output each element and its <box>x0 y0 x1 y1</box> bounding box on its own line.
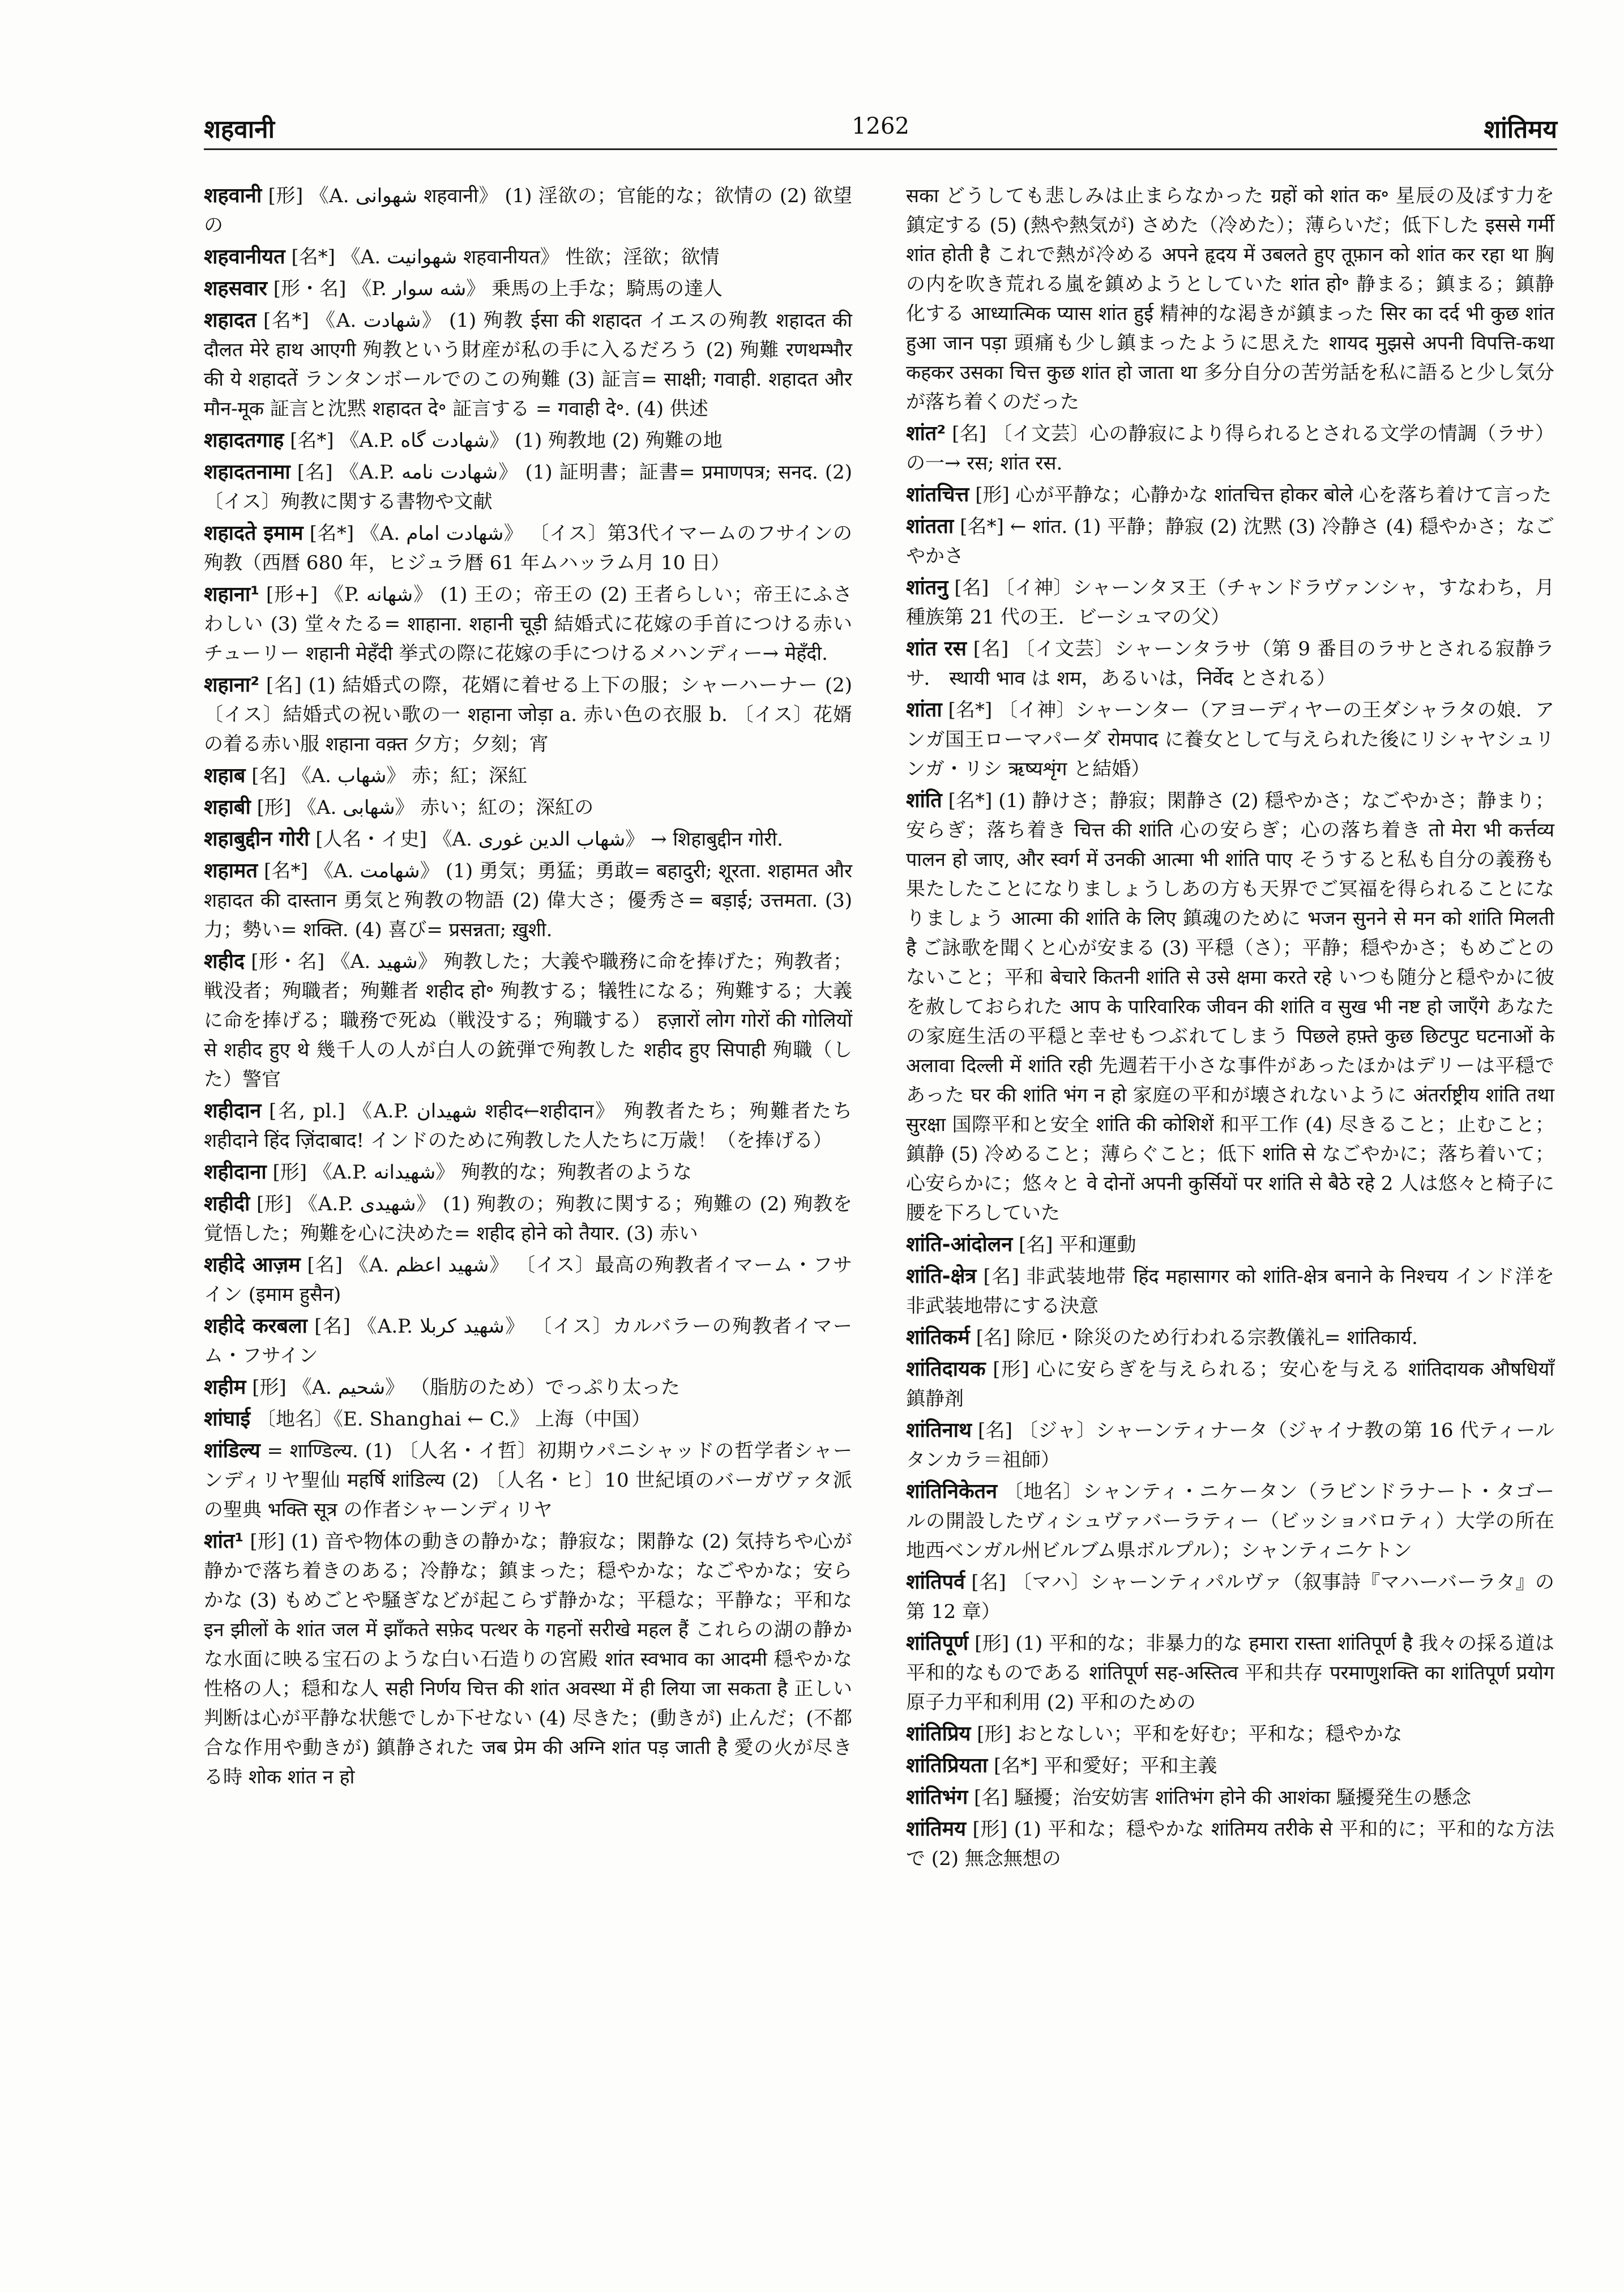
entry-definition: [名*] 《A.P. شهادت گاه》 (1) 殉教地 (2) 殉難の地 <box>284 429 723 452</box>
entry-definition: [名*] 《A. شهامت》 (1) 勇気；勇猛；勇敢= बहादुरी; शूरता. शहामत और शहादत की दास्तान 勇気と殉教の物語 (2) 偉大さ；優秀さ= बड़ाई; उत्तमता. (3) 力；勢い= शक्ति. (4) 喜び= प्रसन्नता; ख़ुशी. <box>204 860 852 941</box>
entry-headword: शहामत <box>204 859 258 882</box>
entry-headword: शांतिकर्म <box>906 1326 970 1349</box>
entry-definition: [形] 《A.P. شهیدانه》 殉教的な；殉教者のような <box>266 1161 692 1184</box>
entry-definition: [名] 〔イ神〕シャーンタヌ王（チャンドラヴァンシャ，すなわち，月種族第 21 代の王．ビーシュマの父） <box>906 577 1554 629</box>
entry-definition: [名] 平和運動 <box>1012 1234 1136 1256</box>
entry-headword: शहीद <box>204 950 245 973</box>
entry-headword: शहीदे आज़म <box>204 1253 301 1277</box>
dictionary-entry <box>204 580 852 668</box>
entry-definition: [名*] ← शांत. (1) 平静；静寂 (2) 沈黙 (3) 冷静さ (4) 穏やかさ；なごやかさ <box>906 515 1554 567</box>
page-header <box>204 111 1557 151</box>
entry-definition: [名*] (1) 静けさ；静寂；閑静さ (2) 穏やかさ；なごやかさ；静まり；安らぎ；落ち着き चित्त की शांति 心の安らぎ；心の落ち着き तो मेरा भी कर्त्तव्य पालन हो जाए, और स्वर्ग में उनकी आत्मा भी शांति पाए そうすると私も自分の義務も果たしたことになりましょうしあの方も天界でご冥福を得られることになりましょう आत्मा की शांति के लिए 鎮魂のために भजन सुनने से मन को शांति मिलती है ご詠歌を聞くと心が安まる (3) 平穏（さ）；平静；穏やかさ；もめごとのないこと；平和 बेचारे कितनी शांति से उसे क्षमा करते रहे いつも随分と穏やかに彼を赦しておられた आप के पारिवारिक जीवन की शांति व सुख भी नष्ट हो जाएँगे あなたの家庭生活の平穏と幸せもつぶれてしまう पिछले हफ़्ते कुछ छिटपुट घटनाओं के अलावा दिल्ली में शांति रही 先週若干小さな事件があったほかはデリーは平穏であった घर की शांति भंग न हो 家庭の平和が壊されないように अंतर्राष्ट्रीय शांति तथा सुरक्षा 国際平和と安全 शांति की कोशिशें 和平工作 (4) 尽きること；止むこと；鎮静 (5) 冷めること；薄らぐこと；低下 शांति से なごやかに；落ち着いて；心安らかに；悠々と वे दोनों अपनी कुर्सियों पर शांति से बैठे रहे 2 人は悠々と椅子に腰を下ろしていた <box>906 789 1554 1224</box>
entry-headword: शांतिमय <box>906 1817 967 1841</box>
dictionary-entry <box>906 181 1554 417</box>
entry-headword: शहवानी <box>204 184 262 207</box>
dictionary-entry <box>204 274 852 304</box>
dictionary-entry <box>906 480 1554 510</box>
entry-headword: शहीम <box>204 1376 246 1399</box>
entry-headword: शांतिपूर्ण <box>906 1632 969 1655</box>
entry-headword: शहाबुद्दीन गोरी <box>204 827 310 851</box>
page-number: 1262 <box>852 113 909 139</box>
entry-definition: [名*] 平和愛好；平和主義 <box>988 1755 1217 1777</box>
entry-headword: शांतनु <box>906 576 948 599</box>
entry-headword: शांति-आंदोलन <box>906 1233 1013 1256</box>
dictionary-entry <box>204 793 852 822</box>
entry-headword: शांतता <box>906 515 954 538</box>
entry-headword: शांतचित्त <box>906 483 969 506</box>
entry-headword: शहाना² <box>204 673 259 697</box>
entry-headword: शांतिप्रियता <box>906 1754 988 1777</box>
left-column <box>204 181 852 1794</box>
dictionary-entry <box>906 1323 1554 1352</box>
entry-definition: [形] 《A. شحیم》 （脂肪のため）でっぷり太った <box>246 1376 680 1399</box>
dictionary-entry <box>906 1477 1554 1565</box>
entry-definition: 〔地名〕《E. Shanghai ← C.》 上海（中国） <box>250 1408 651 1431</box>
entry-definition: [形・名] 《P. شه سوار》 乗馬の上手な；騎馬の達人 <box>267 278 723 300</box>
dictionary-entry <box>204 1158 852 1187</box>
dictionary-entry <box>204 1189 852 1248</box>
entry-headword: शांघाई <box>204 1407 251 1431</box>
entry-definition: [人名・イ史] 《A. شهاب الدین غوری》 → शिहाबुद्दीन गोरी. <box>309 828 783 851</box>
entry-definition: [名, pl.] 《A.P. شهیدان शहीद←शहीदान》 殉教者たち；殉難者たち शहीदाने हिंद ज़िंदाबाद! インドのために殉教した人たちに万歳！（を捧げる） <box>204 1100 852 1152</box>
entry-definition: [形] (1) 平和的な；非暴力的な हमारा रास्ता शांतिपूर्ण है 我々の採る道は平和的なものである शांतिपूर्ण सह-अस्तित्व 平和共存 परमाणुशक्ति का शांतिपूर्ण प्रयोग 原子力平和利用 (2) 平和のための <box>906 1632 1554 1714</box>
entry-headword: शहवानीयत <box>204 245 285 268</box>
dictionary-entry <box>906 1355 1554 1414</box>
entry-headword: शांता <box>906 698 942 722</box>
entry-headword: शांति <box>906 789 942 812</box>
dictionary-entry <box>204 242 852 272</box>
entry-headword: शहसवार <box>204 277 267 300</box>
dictionary-entry <box>906 1262 1554 1321</box>
dictionary-entry <box>204 1373 852 1402</box>
entry-definition: [名] 除厄・除災のため行われる宗教儀礼= शांतिकार्य. <box>969 1326 1418 1349</box>
entry-definition: [名*] 《A. شهادت》 (1) 殉教 ईसा की शहादत イエスの殉教 शहादत की दौलत मेरे हाथ आएगी 殉教という財産が私の手に入るだろう (2) 殉難 रणथम्भौर की ये शहादतें ランタンボールでのこの殉難 (3) 証言= साक्षी; गवाही. शहादत और मौन-मूक 証言と沈黙 शहादत दे॰ 証言する = गवाही दे॰. (4) 供述 <box>204 309 852 420</box>
entry-headword: शांत² <box>906 422 946 445</box>
entry-definition: [名] 《A.P. شهید کربلا》 〔イス〕カルバラーの殉教者イマーム・フサイン <box>204 1315 853 1367</box>
dictionary-entry <box>204 306 852 424</box>
entry-headword: शहीदान <box>204 1099 262 1122</box>
entry-headword: शहीदे करबला <box>204 1314 307 1338</box>
dictionary-entry <box>204 671 852 759</box>
entry-definition: [名] 〔イ文芸〕心の静寂により得られるとされる文学の情調（ラサ）の一→ रस; शांत रस. <box>906 422 1554 475</box>
dictionary-entry <box>204 947 852 1094</box>
entry-definition: [形] 《A. شهوانی शहवानी》 (1) 淫欲の；官能的な；欲情の (2) 欲望の <box>204 185 852 237</box>
entry-headword: शहाबी <box>204 796 251 819</box>
entry-definition: [名] 《A. شهاب》 赤；紅；深紅 <box>245 765 528 787</box>
entry-definition: [名] 〔イ文芸〕シャーンタラサ（第 9 番目のラサとされる寂静ラサ． स्थायी भाव は शम，あるいは，निर्वेद とされる） <box>906 638 1555 690</box>
dictionary-entry <box>906 419 1554 478</box>
dictionary-entry <box>906 1568 1554 1627</box>
dictionary-entry <box>204 181 852 240</box>
entry-definition: [名*] 〔イ神〕シャーンター（アヨーディヤーの王ダシャラタの娘．アンガ国王ローマパーダ रोमपाद に養女として与えられた後にリシャヤシュリンガ・リシ ऋष्यशृंग と結婚） <box>906 699 1554 780</box>
entry-definition: [名] 非武装地帯 हिंद महासागर को शांति-क्षेत्र बनाने के निश्चय インド洋を非武装地帯にする決意 <box>906 1265 1554 1317</box>
dictionary-entry <box>204 1312 852 1371</box>
running-head-right: शांतिमय <box>1484 115 1557 144</box>
entry-definition: [形] (1) 平和な；穏やかな शांतिमय तरीके से 平和的に；平和的な方法で (2) 無念無想の <box>906 1818 1554 1870</box>
dictionary-entry <box>906 1629 1554 1717</box>
dictionary-entry <box>906 1751 1554 1781</box>
entry-headword: शहाना¹ <box>204 583 259 606</box>
entry-headword: शांतिदायक <box>906 1358 986 1381</box>
entry-headword: शहादतगाह <box>204 429 284 452</box>
dictionary-entry <box>906 786 1554 1228</box>
dictionary-entry <box>204 1527 852 1792</box>
entry-headword: शांतिप्रिय <box>906 1722 971 1745</box>
entry-definition: [名] 騒擾；治安妨害 शांतिभंग होने की आशंका 騒擾発生の懸念 <box>968 1786 1472 1809</box>
entry-headword: शहीदाना <box>204 1160 267 1184</box>
entry-headword: शांतिभंग <box>906 1786 968 1809</box>
dictionary-entry <box>204 1096 852 1155</box>
right-column <box>906 181 1554 1876</box>
entry-headword: शहादतनामा <box>204 460 290 484</box>
entry-headword: शांत रस <box>906 637 967 660</box>
entry-definition: [形] 《A.P. شهیدی》 (1) 殉教の；殉教に関する；殉難の (2) 殉教を覚悟した；殉難を心に決めた= शहीद होने को तैयार. (3) 赤い <box>204 1193 852 1245</box>
entry-headword: शांति-क्षेत्र <box>906 1265 977 1288</box>
entry-headword: शहादते इमाम <box>204 522 304 545</box>
entry-headword: शहादत <box>204 309 257 332</box>
entry-definition: = शाण्डिल्य. (1) 〔人名・イ哲〕初期ウパニシャッドの哲学者シャーンディリヤ聖仙 महर्षि शांडिल्य (2) 〔人名・ヒ〕10 世紀頃のバーガヴァタ派の聖典 भक्ति सूत्र の作者シャーンディリヤ <box>204 1440 852 1521</box>
entry-definition: [名*] 《A. شهوانیت शहवानीयत》 性欲；淫欲；欲情 <box>285 246 720 268</box>
dictionary-entry <box>906 573 1554 632</box>
dictionary-entry <box>906 1783 1554 1812</box>
entry-definition: [名] 《A. شهید اعظم》 〔イス〕最高の殉教者イマーム・フサイン (इमाम हुसैन) <box>204 1254 852 1306</box>
entry-headword: शांत¹ <box>204 1530 244 1553</box>
entry-definition: [形] おとなしい；平和を好む；平和な；穏やかな <box>971 1723 1403 1745</box>
dictionary-entry <box>204 519 852 578</box>
entry-definition: [名*] 《A. شهادت امام》 〔イス〕第3代イマームのフサインの殉教（西暦 680 年，ヒジュラ暦 61 年ムハッラム月 10 日） <box>204 522 852 574</box>
entry-headword: शहाब <box>204 764 246 787</box>
entry-definition: 〔地名〕シャンティ・ニケータン（ラビンドラナート・タゴールの開設したヴィシュヴァバーラティー（ビッショバロティ）大学の所在地西ベンガル州ビルブム県ボルプル）；シャンティニケトン <box>906 1480 1554 1562</box>
entry-definition: [形] 《A. شهابی》 赤い；紅の；深紅の <box>250 796 594 819</box>
dictionary-entry <box>906 1230 1554 1260</box>
entry-headword: शहीदी <box>204 1192 250 1215</box>
entry-definition: [名] 〔マハ〕シャーンティパルヴァ（叙事詩『マハーバーラタ』の第 12 章） <box>906 1571 1554 1623</box>
entry-headword: शांतिपर्व <box>906 1570 965 1594</box>
dictionary-entry <box>204 1250 852 1309</box>
dictionary-entry <box>204 1405 852 1434</box>
dictionary-entry <box>204 856 852 945</box>
dictionary-entry <box>906 512 1554 571</box>
entry-headword: शांतिनाथ <box>906 1419 972 1442</box>
dictionary-entry <box>204 426 852 455</box>
entry-definition: [形+] 《P. شهانه》 (1) 王の；帝王の (2) 王者らしい；帝王にふさわしい (3) 堂々たる= शाहाना. शहानी चूड़ी 結婚式に花嫁の手首につける赤いチューリー शहानी मेहँदी 挙式の際に花嫁の手につけるメハンディー→ मेहँदी. <box>204 583 852 665</box>
dictionary-entry <box>204 761 852 791</box>
dictionary-entry <box>906 634 1554 693</box>
entry-definition: सका どうしても悲しみは止まらなかった ग्रहों को शांत क॰ 星辰の及ぼす力を鎮定する (5) (熱や熱気が) さめた（冷めた）；薄らいだ；低下した इससे गर्मी शांत होती है これで熱が冷める अपने हृदय में उबलते हुए तूफ़ान को शांत कर रहा था 胸の内を吹き荒れる嵐を鎮めようとしていた शांत हो॰ 静まる；鎮まる；鎮静化する आध्यात्मिक प्यास शांत हुई 精神的な渇きが鎮まった सिर का दर्द भी कुछ शांत हुआ जान पड़ा 頭痛も少し鎮まったように思えた शायद मुझसे अपनी विपत्ति-कथा कहकर उसका चित्त कुछ शांत हो जाता था 多分自分の苦労話を私に語ると少し気分が落ち着くのだった <box>906 185 1554 413</box>
header-rule <box>204 148 1557 150</box>
entry-definition: [名] (1) 結婚式の際，花婿に着せる上下の服；シャーハーナー (2) 〔イス〕結婚式の祝い歌の一 शहाना जोड़ा a. 赤い色の衣服 b. 〔イス〕花婿の着る赤い服 शहाना वक़्त 夕方；夕刻；宵 <box>204 674 852 756</box>
dictionary-entry <box>204 825 852 854</box>
dictionary-entry <box>906 695 1554 784</box>
running-head-left: शहवानी <box>204 115 275 144</box>
entry-headword: शांतिनिकेतन <box>906 1480 998 1503</box>
entry-definition: [形] 心が平静な；心静かな शांतचित्त होकर बोले 心を落ち着けて言った <box>969 484 1552 506</box>
dictionary-entry <box>906 1719 1554 1749</box>
dictionary-entry <box>204 1436 852 1525</box>
dictionary-entry <box>204 458 852 517</box>
dictionary-entry <box>906 1416 1554 1475</box>
entry-definition: [形] (1) 音や物体の動きの静かな；静寂な；閑静な (2) 気持ちや心が静かで落ち着きのある；冷静な；鎮まった；穏やかな；なごやかな；安らかな (3) もめごとや騒ぎなどが起こらず静かな；平穏な；平静な；平和な इन झीलों के शांत जल में झाँकते सफ़ेद पत्थर के गहनों सरीखे महल हैं これらの湖の静かな水面に映る宝石のような白い石造りの宮殿 शांत स्वभाव का आदमी 穏やかな性格の人；穏和な人 सही निर्णय चित्त की शांत अवस्था में ही लिया जा सकता है 正しい判断は心が平静な状態でしか下せない (4) 尽きた；(動きが) 止んだ；(不都合な作用や動きが) 鎮静された जब प्रेम की अग्नि शांत पड़ जाती है 愛の火が尽きる時 शोक शांत न हो <box>204 1530 852 1789</box>
entry-headword: शांडिल्य <box>204 1439 260 1462</box>
entry-definition: [形・名] 《A. شهید》 殉教した；大義や職務に命を捧げた；殉教者；戦没者；殉職者；殉難者 शहीद हो॰ 殉教する；犠牲になる；殉難する；大義に命を捧げる；職務で死ぬ（戦没する；殉職する） हज़ारों लोग गोरों की गोलियों से शहीद हुए थे 幾千人の人が白人の銃弾で殉教した शहीद हुए सिपाही 殉職（した）警官 <box>204 950 852 1091</box>
entry-definition: [名] 〔ジャ〕シャーンティナータ（ジャイナ教の第 16 代ティールタンカラ＝祖師） <box>906 1419 1554 1471</box>
entry-definition: [形] 心に安らぎを与えられる；安心を与える शांतिदायक औषधियाँ 鎮静剤 <box>906 1358 1554 1410</box>
entry-definition: [名] 《A.P. شهادت نامه》 (1) 証明書；証書= प्रमाणपत्र; सनद. (2) 〔イス〕殉教に関する書物や文献 <box>204 461 852 513</box>
dictionary-entry <box>906 1815 1554 1873</box>
